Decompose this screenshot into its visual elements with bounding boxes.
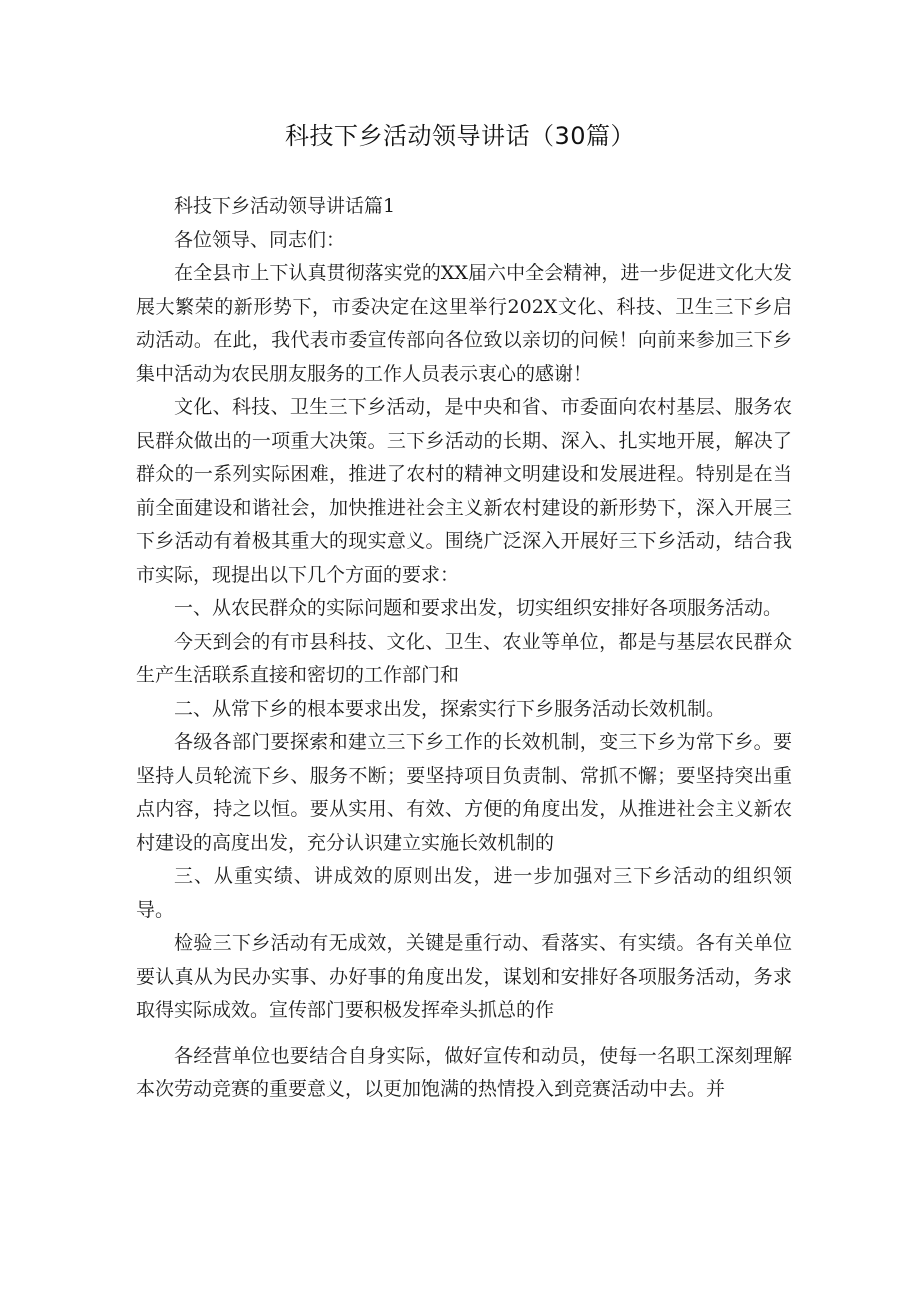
- document-title: 科技下乡活动领导讲话（30篇）: [284, 122, 636, 150]
- body-paragraph: 今天到会的有市县科技、文化、卫生、农业等单位，都是与基层农民群众生产生活联系直接和密切的工作部门和: [136, 630, 792, 686]
- body-paragraph: 各经营单位也要结合自身实际，做好宣传和动员，使每一名职工深刻理解本次劳动竞赛的重要意义，以更加饱满的热情投入到竞赛活动中去。并: [136, 1044, 792, 1100]
- body-paragraph: 各级各部门要探索和建立三下乡工作的长效机制，变三下乡为常下乡。要坚持人员轮流下乡、服务不断；要坚持项目负责制、常抓不懈；要坚持突出重点内容，持之以恒。要从实用、有效、方便的角度出发，从推进社会主义新农村建设的高度出发，充分认识建立实施长效机制的: [136, 731, 792, 854]
- body-paragraph: 检验三下乡活动有无成效，关键是重行动、看落实、有实绩。各有关单位要认真从为民办实事、办好事的角度出发，谋划和安排好各项服务活动，务求取得实际成效。宣传部门要积极发挥牵头抓总的作: [136, 932, 792, 1021]
- point-heading: 三、从重实绩、讲成效的原则出发，进一步加强对三下乡活动的组织领导。: [136, 865, 792, 921]
- body-paragraph: 文化、科技、卫生三下乡活动，是中央和省、市委面向农村基层、服务农民群众做出的一项重大决策。三下乡活动的长期、深入、扎实地开展，解决了群众的一系列实际困难，推进了农村的精神文明建设和发展进程。特别是在当前全面建设和谐社会，加快推进社会主义新农村建设的新形势下，深入开展三下乡活动有着极其重大的现实意义。围绕广泛深入开展好三下乡活动，结合我市实际，现提出以下几个方面的要求：: [136, 396, 792, 586]
- point-heading: 二、从常下乡的根本要求出发，探索实行下乡服务活动长效机制。: [174, 697, 726, 720]
- salutation: 各位领导、同志们：: [174, 228, 346, 251]
- section-heading: 科技下乡活动领导讲话篇1: [174, 195, 396, 217]
- point-heading: 一、从农民群众的实际问题和要求出发，切实组织安排好各项服务活动。: [174, 597, 783, 619]
- body-paragraph: 在全县市上下认真贯彻落实党的XX届六中全会精神，进一步促进文化大发展大繁荣的新形势下，市委决定在这里举行202X文化、科技、卫生三下乡启动活动。在此，我代表市委宣传部向各位致以亲切的问候！向前来参加三下乡集中活动为农民朋友服务的工作人员表示衷心的感谢！: [136, 262, 792, 385]
- document-body: [136, 190, 792, 1107]
